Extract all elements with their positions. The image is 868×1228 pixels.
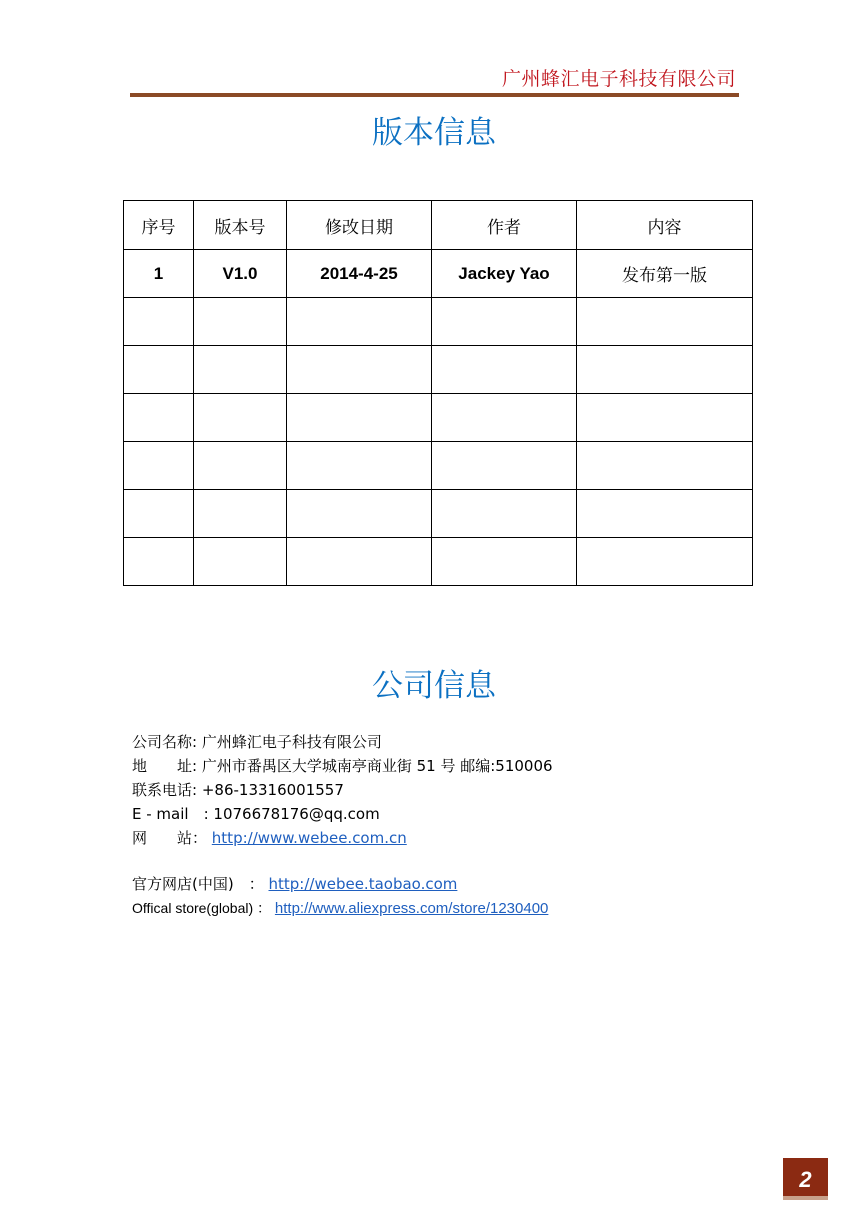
store-info-block [132, 872, 548, 921]
table-cell [432, 490, 577, 538]
phone-value: +86-13316001557 [201, 781, 344, 799]
column-header-version: 版本号 [194, 201, 287, 250]
table-cell [194, 394, 287, 442]
company-name-row [132, 730, 553, 754]
table-cell [124, 490, 194, 538]
table-cell [432, 346, 577, 394]
table-row [124, 538, 753, 586]
company-info-block [132, 730, 553, 850]
table-cell [194, 298, 287, 346]
table-cell: Jackey Yao [432, 250, 577, 298]
table-cell [194, 346, 287, 394]
table-cell [577, 394, 753, 442]
table-row [124, 490, 753, 538]
table-cell [194, 490, 287, 538]
email-row [132, 802, 553, 826]
table-cell [287, 538, 432, 586]
table-cell [577, 346, 753, 394]
table-cell [194, 538, 287, 586]
website-link[interactable]: http://www.webee.com.cn [211, 829, 407, 847]
page-number: 2 [783, 1158, 828, 1196]
company-name-value: 广州蜂汇电子科技有限公司 [201, 733, 382, 751]
table-cell [432, 298, 577, 346]
table-cell [577, 490, 753, 538]
table-row [124, 250, 753, 298]
store-cn-row [132, 872, 548, 896]
store-cn-label: 官方网店(中国) ： [132, 875, 264, 893]
table-cell [287, 442, 432, 490]
table-cell [577, 298, 753, 346]
website-row [132, 826, 553, 850]
store-cn-link[interactable]: http://webee.taobao.com [268, 875, 458, 893]
page-number-underline [783, 1196, 828, 1200]
table-cell [432, 442, 577, 490]
table-cell: V1.0 [194, 250, 287, 298]
table-cell [124, 442, 194, 490]
address-value: 广州市番禺区大学城南亭商业街 51 号 邮编:510006 [201, 757, 553, 775]
column-header-date: 修改日期 [287, 201, 432, 250]
store-global-label: Offical store(global) ： [132, 900, 272, 916]
table-cell [432, 538, 577, 586]
store-global-link[interactable]: http://www.aliexpress.com/store/1230400 [274, 900, 549, 917]
company-name-label: 公司名称: [132, 733, 198, 751]
table-cell [287, 346, 432, 394]
table-cell [124, 394, 194, 442]
table-row [124, 346, 753, 394]
website-label: 网 站： [132, 829, 208, 847]
table-cell [194, 442, 287, 490]
table-cell: 2014-4-25 [287, 250, 432, 298]
column-header-index: 序号 [124, 201, 194, 250]
table-cell [577, 442, 753, 490]
address-label: 地 址: [132, 757, 198, 775]
email-value: 1076678176@qq.com [213, 805, 380, 823]
table-cell: 发布第一版 [577, 250, 753, 298]
table-row [124, 394, 753, 442]
table-cell [124, 346, 194, 394]
column-header-content: 内容 [577, 201, 753, 250]
table-cell: 1 [124, 250, 194, 298]
table-cell [124, 538, 194, 586]
phone-label: 联系电话: [132, 781, 198, 799]
store-global-row [132, 896, 548, 921]
version-info-title: 版本信息 [372, 115, 496, 151]
table-cell [287, 298, 432, 346]
table-cell [287, 394, 432, 442]
table-cell [124, 298, 194, 346]
company-info-title: 公司信息 [372, 668, 496, 704]
version-table [123, 200, 753, 586]
header-divider [130, 93, 739, 97]
table-cell [577, 538, 753, 586]
phone-row [132, 778, 553, 802]
table-row [124, 298, 753, 346]
table-row [124, 442, 753, 490]
email-label: E - mail : [132, 805, 209, 823]
header-company-name: 广州蜂汇电子科技有限公司 [501, 68, 736, 90]
table-cell [432, 394, 577, 442]
column-header-author: 作者 [432, 201, 577, 250]
address-row [132, 754, 553, 778]
table-header-row [124, 201, 753, 250]
table-cell [287, 490, 432, 538]
